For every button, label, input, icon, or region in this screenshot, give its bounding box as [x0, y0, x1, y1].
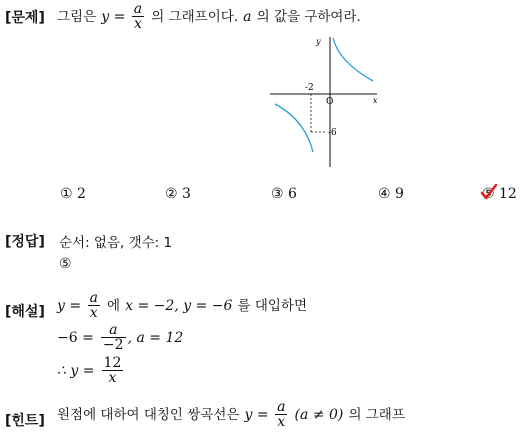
problem-var-a: a	[243, 9, 252, 25]
solution-line1: y = $\frac{a}{x}$ 에 x = −2, y = −6 를 대입하면	[57, 290, 307, 321]
curve-quadrant-1	[333, 38, 373, 81]
solution-line2: −6 = $\frac{a}{-2}$ , a = 12	[57, 322, 184, 353]
solution-fraction-2: $\frac{a}{-2}$	[102, 322, 124, 353]
y-tick-label: -6	[328, 128, 337, 138]
solution-fraction-3: $\frac{12}{x}$	[103, 355, 122, 386]
hint-tag: [힌트]	[5, 413, 45, 429]
checkmark-icon	[480, 184, 498, 200]
choice-5[interactable]: ⑤ 12	[482, 186, 517, 202]
x-axis-label: x	[373, 96, 378, 105]
answer-line1: 순서: 없음, 갯수: 1	[59, 235, 173, 251]
problem-lead: 그림은	[57, 9, 97, 25]
choice-3[interactable]: ③ 6	[271, 186, 297, 202]
problem-tail: 의 값을 구하여라.	[256, 9, 361, 25]
hint-fraction: $\frac{a}{x}$	[277, 399, 286, 430]
x-tick-label: -2	[305, 83, 314, 93]
curve-quadrant-3	[275, 104, 313, 152]
hyperbola-graph	[265, 32, 385, 172]
choice-1[interactable]: ① 2	[60, 186, 86, 202]
problem-mid: 의 그래프이다.	[151, 9, 239, 25]
problem-fraction: $\frac{a}{x}$	[133, 1, 143, 32]
hint-line: 원점에 대하여 대칭인 쌍곡선은 y = $\frac{a}{x}$ (a ≠ 0) 의 그래프	[57, 399, 405, 430]
origin-label: O	[326, 97, 334, 107]
problem-tag: [문제]	[5, 10, 45, 26]
problem-statement: 그림은 y = $\frac{a}{x}$ 의 그래프이다. a 의 값을 구하여라.	[57, 1, 361, 32]
solution-tag: [해설]	[5, 304, 45, 320]
choice-4[interactable]: ④ 9	[378, 186, 404, 202]
solution-line3: ∴ y = $\frac{12}{x}$	[57, 355, 122, 386]
answer-tag: [정답]	[5, 234, 45, 250]
y-axis-label: y	[316, 37, 321, 46]
problem-eq-lhs: y	[101, 9, 110, 25]
choice-2[interactable]: ② 3	[165, 186, 191, 202]
answer-line2: ⑤	[59, 256, 72, 272]
solution-fraction-1: $\frac{a}{x}$	[89, 290, 98, 321]
